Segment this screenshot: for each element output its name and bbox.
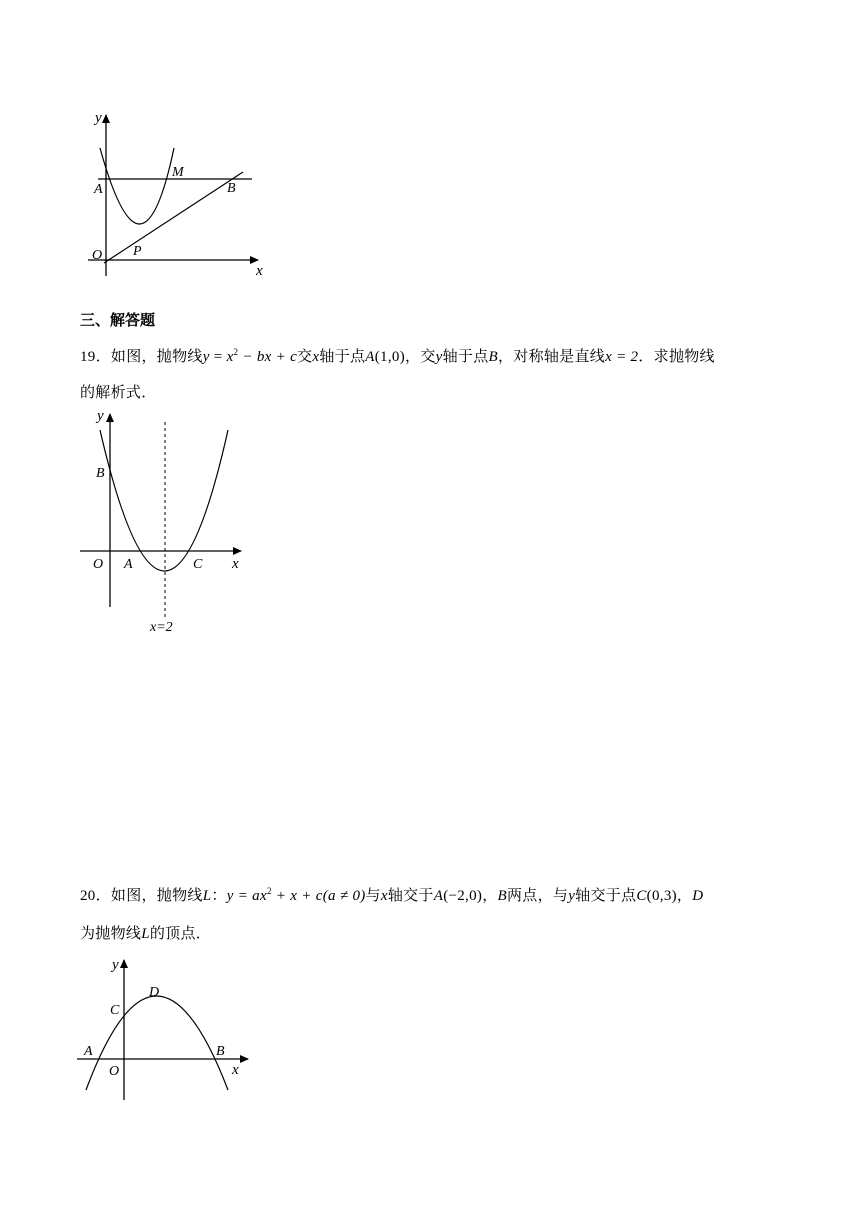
q19-text-4: ，交 xyxy=(405,347,436,365)
q20-line2-b: 的顶点． xyxy=(149,924,212,942)
label-x: x xyxy=(232,1062,239,1078)
q20-eq-mid: = ax xyxy=(233,888,267,904)
q19-eq-equals: = xyxy=(209,349,227,365)
q20-text-5: ， xyxy=(482,886,498,904)
q20-point-b: B xyxy=(497,888,507,904)
q19-text-6: ，对称轴是直线 xyxy=(497,347,606,365)
q19-eq-sup: 2 xyxy=(233,347,239,357)
label-p: P xyxy=(133,244,142,259)
question-19-line-2: 的解析式． xyxy=(80,383,157,401)
q20-c-coord: (0,3) xyxy=(646,888,677,904)
q20-y: y xyxy=(568,888,576,904)
question-19-text xyxy=(80,345,715,366)
q19-text-3: 轴于点 xyxy=(319,347,366,365)
label-b: B xyxy=(216,1044,225,1059)
label-c: C xyxy=(110,1003,120,1018)
figure-q19-parabola xyxy=(75,402,250,642)
q19-text-5: 轴于点 xyxy=(442,347,489,365)
parabola-curve xyxy=(86,996,228,1090)
q20-equation xyxy=(227,888,366,904)
label-b: B xyxy=(96,466,105,481)
q20-l: L xyxy=(202,888,212,904)
section-title: 三、解答题 xyxy=(80,311,156,329)
label-a: A xyxy=(84,1044,93,1059)
q19-eq-x: x xyxy=(226,349,234,365)
q20-line2-l: L xyxy=(141,926,150,942)
q19-point-b: B xyxy=(488,349,498,365)
q20-text-7: 轴交于点 xyxy=(575,886,637,904)
q20-number: 20． xyxy=(80,888,111,904)
q19-equation xyxy=(203,349,297,365)
q20-text-6: 两点，与 xyxy=(506,886,569,904)
question-20-text xyxy=(80,884,703,905)
q19-eq-y: y xyxy=(202,349,210,365)
q19-text-2: 交 xyxy=(297,347,313,365)
label-b: B xyxy=(227,181,236,196)
label-x: x xyxy=(256,263,263,279)
q19-eq-rest: − bx + c xyxy=(238,349,298,365)
label-y: y xyxy=(112,957,119,973)
label-x: x xyxy=(232,556,239,572)
q20-a-coord: (−2,0) xyxy=(443,888,483,904)
label-d: D xyxy=(149,985,160,1000)
figure-q20-parabola xyxy=(72,952,252,1107)
q20-condition: (a ≠ 0) xyxy=(322,888,366,904)
label-c: C xyxy=(193,557,203,572)
label-o: O xyxy=(109,1064,120,1079)
question-20-line-2 xyxy=(80,922,211,943)
line-ob xyxy=(104,172,243,263)
q19-number: 19． xyxy=(80,349,111,365)
q20-point-d: D xyxy=(692,888,704,904)
parabola-curve xyxy=(100,430,228,571)
parabola-curve xyxy=(100,148,174,224)
q20-point-a: A xyxy=(433,888,444,904)
q20-text-8: ， xyxy=(676,886,693,904)
q20-text-1: 如图，抛物线 xyxy=(110,886,203,904)
q19-text-1: 如图，抛物线 xyxy=(110,347,203,365)
label-m: M xyxy=(172,165,184,180)
q19-axis-eq: x = 2 xyxy=(605,349,639,365)
label-o: O xyxy=(92,248,103,263)
label-o: O xyxy=(93,557,104,572)
q20-eq-y: y xyxy=(226,888,234,904)
q20-line2-a: 为抛物线 xyxy=(80,924,142,942)
q19-text-7: ．求抛物线 xyxy=(638,347,715,365)
label-a: A xyxy=(94,182,103,197)
q20-eq-sup: 2 xyxy=(266,886,272,896)
q20-text-2: ： xyxy=(211,886,227,904)
q20-point-c: C xyxy=(636,888,647,904)
q19-point-a: A xyxy=(365,349,375,365)
figure-parabola-tangent xyxy=(80,100,280,285)
label-a: A xyxy=(124,557,133,572)
label-y: y xyxy=(97,408,104,424)
label-y: y xyxy=(95,110,102,126)
q19-a-coord: (1,0) xyxy=(374,349,406,365)
label-axis-eq: x=2 xyxy=(150,620,173,635)
q20-eq-rest: + x + c xyxy=(271,888,323,904)
q19-y: y xyxy=(435,349,443,365)
q20-x: x xyxy=(380,888,388,904)
q19-x: x xyxy=(312,349,320,365)
q20-text-3: 与 xyxy=(365,886,381,904)
q20-text-4: 轴交于 xyxy=(387,886,434,904)
